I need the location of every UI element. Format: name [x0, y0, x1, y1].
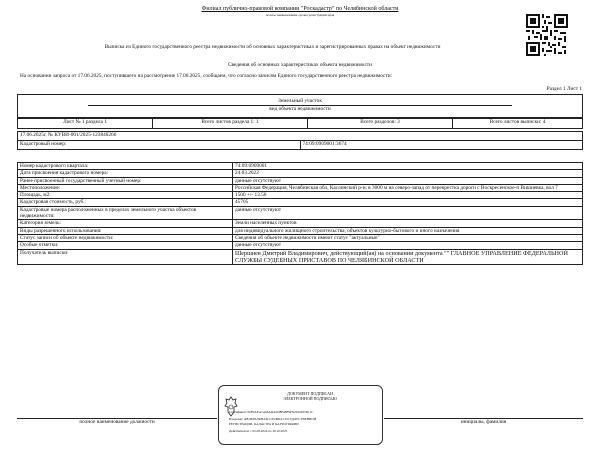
row-label: Местоположение: — [18, 184, 233, 191]
qr-code — [526, 14, 568, 56]
stamp-valid: Действителен: с 02.08.2024 по 26.10.2025 — [229, 429, 288, 433]
row-value: Земли населенных пунктов — [233, 220, 583, 227]
e-signature-stamp — [218, 385, 383, 445]
row-label: Виды разрешенного использования: — [18, 227, 233, 234]
row-label: Кадастровая стоимость, руб.: — [18, 199, 233, 206]
sheet-info-table — [17, 118, 583, 129]
table-row — [18, 227, 583, 234]
table-row — [18, 163, 583, 170]
stamp-line1: ДОКУМЕНТ ПОДПИСАН — [287, 391, 333, 396]
row-value: Сведения об объекте недвижимости имеют статус "актуальные" — [233, 234, 583, 241]
stamp-owner-cont: РЕГИСТРАЦИИ, КАДАСТРА И КАРТОГРАФИИ — [229, 422, 299, 426]
row-label: Номер кадастрового квартала: — [18, 163, 233, 170]
stamp-cert: Сертификат: 00F0AEA1A04ADA5D8E48F9FD20A0D5D11C — [229, 410, 314, 414]
row-value: 74:09:0909001 — [233, 163, 583, 170]
name-caption: инициалы, фамилия — [460, 419, 507, 425]
sheet-total-sheets: Всего листов выписки: 4 — [453, 119, 583, 129]
request-number: 17.06.2025г. № КУВИ-001/2025-123840266 — [18, 132, 583, 141]
table-row — [18, 206, 583, 220]
table-row — [18, 177, 583, 184]
sheet-number: Лист № 1 раздела 1 — [18, 119, 153, 129]
object-type: Земельный участок — [278, 98, 322, 104]
table-row — [18, 220, 583, 227]
request-table — [17, 131, 583, 150]
row-value: Шершнев Дмитрий Владимирович, действующий(ая) на основании документа "" ГЛАВНОЕ УПРАВЛЕНИЕ ФЕДЕРАЛЬНОЙ СЛУЖБЫ СУДЕБНЫХ ПРИСТАВОВ ПО ЧЕЛЯБИНСКОЙ ОБЛАСТИ — [233, 249, 583, 264]
row-label: Ранее присвоенный государственный учетный номер: — [18, 177, 233, 184]
table-row — [18, 199, 583, 206]
row-value: Российская Федерация, Челябинская обл, Каслинский р-н, в 3000 м на северо-запад от перекрестка дороги с Воскресенское-п Вишневка, вол 7 — [233, 184, 583, 191]
intro-text: На основании запроса от 17.06.2025, поступившего на рассмотрение 17.06.2025, сообщаем, что согласно записям Единого государственного реестра недвижимости: — [20, 73, 393, 79]
document-title: Выписка из Единого государственного реестра недвижимости об основных характеристиках и зарегистрированных правах на объект недвижимости — [104, 44, 441, 50]
cadastral-number-value: 74:09:0909001:3674 — [300, 141, 583, 150]
section-page: Раздел 1 Лист 1 — [546, 86, 582, 92]
row-value: 45705 — [233, 199, 583, 206]
row-label: Категория земель: — [18, 220, 233, 227]
row-value: данные отсутствуют — [233, 177, 583, 184]
table-row — [18, 249, 583, 264]
row-value: для индивидуального жилищного строительства, объектов культурно-бытового и иного назначения — [233, 227, 583, 234]
sheet-total-section: Всего листов раздела 1: 1 — [153, 119, 308, 129]
row-label: Дата присвоения кадастрового номера: — [18, 170, 233, 177]
stamp-line2: ЭЛЕКТРОННОЙ ПОДПИСЬЮ — [283, 396, 337, 401]
sheet-total-sections: Всего разделов: 3 — [308, 119, 453, 129]
table-row — [18, 192, 583, 199]
row-label: Площадь, м2: — [18, 192, 233, 199]
row-label: Особые отметки: — [18, 242, 233, 249]
table-row — [18, 184, 583, 191]
row-value: данные отсутствуют — [233, 206, 583, 220]
org-name: Филиал публично-правовой компании "Роскадастр" по Челябинской области — [201, 6, 399, 12]
org-caption: полное наименование органа регистрации прав — [265, 13, 335, 17]
row-label: Статус записи об объекте недвижимости: — [18, 234, 233, 241]
emblem-icon — [224, 396, 238, 418]
position-caption: полное наименование должности — [79, 419, 155, 425]
object-type-caption: вид объекта недвижимости — [88, 105, 512, 112]
row-label: Кадастровые номера расположенных в пределах земельного участка объектов недвижимости: — [18, 206, 233, 220]
document-subtitle: Сведения об основных характеристиках объекта недвижимости — [228, 62, 372, 68]
table-row — [18, 234, 583, 241]
row-value: 24.03.2022 — [233, 170, 583, 177]
characteristics-table — [17, 162, 583, 265]
row-label: Получатель выписки: — [18, 249, 233, 264]
row-value: данные отсутствуют — [233, 242, 583, 249]
object-type-box — [17, 94, 583, 118]
table-row — [18, 242, 583, 249]
cadastral-number-label: Кадастровый номер: — [18, 141, 301, 150]
stamp-owner: Владелец: ФЕДЕРАЛЬНАЯ СЛУЖБА ГОСУДАРСТВЕННОЙ — [229, 417, 317, 421]
table-row — [18, 170, 583, 177]
row-value: 1500 +/- 13.56 — [233, 192, 583, 199]
